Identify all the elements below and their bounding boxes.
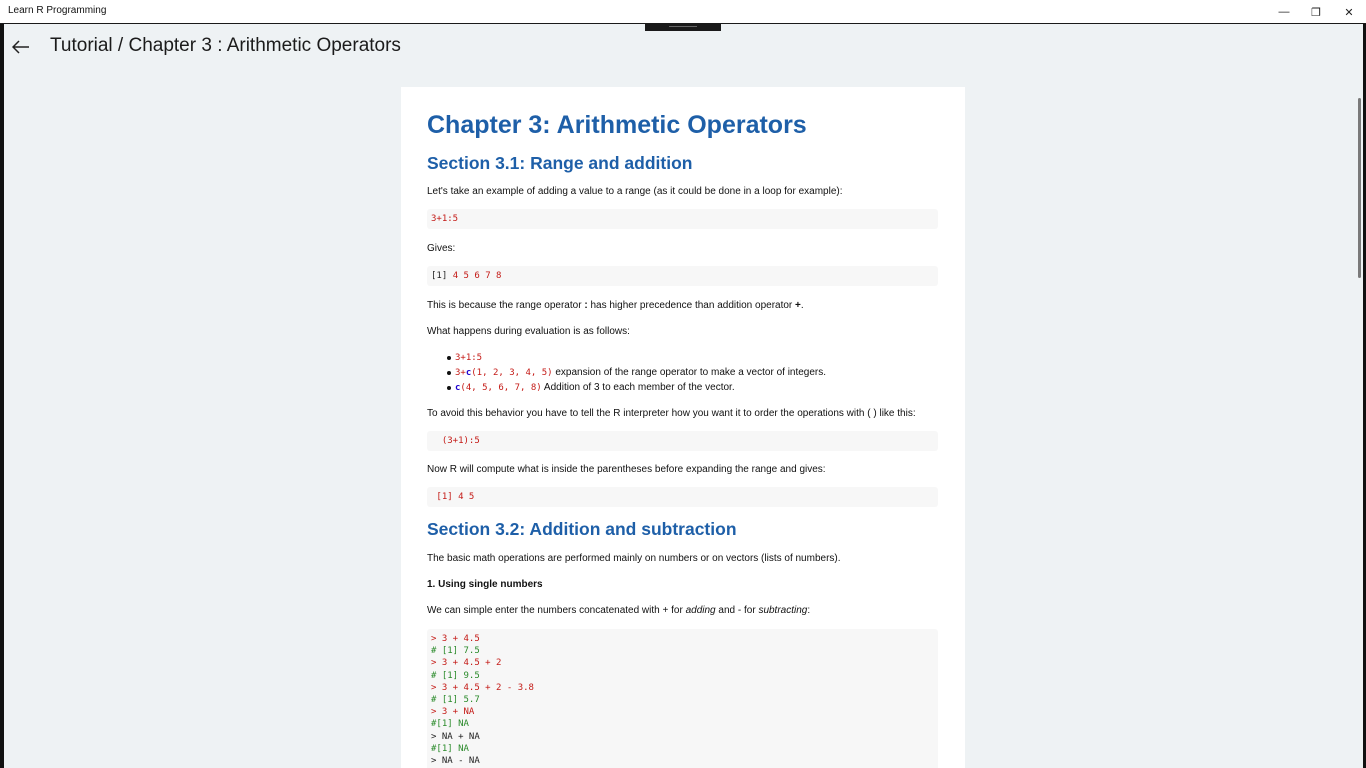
evaluation-text: What happens during evaluation is as follows:: [427, 326, 630, 337]
subheading: 1. Using single numbers: [427, 579, 543, 590]
gives-text: Gives:: [427, 243, 456, 254]
code-line: #[1] NA: [431, 743, 469, 754]
output-block: [427, 266, 938, 286]
app-title: Learn R Programming: [8, 5, 107, 16]
code-line: #[1] NA: [431, 719, 469, 730]
code-line: > NA + NA: [431, 731, 480, 742]
section-3-2-intro: The basic math operations are performed mainly on numbers or on vectors (lists of numbers).: [427, 553, 841, 564]
restore-icon: ❐: [1311, 6, 1321, 19]
back-button[interactable]: [10, 36, 32, 58]
evaluation-list: [447, 350, 826, 395]
code-line: 3+1:5: [431, 214, 459, 224]
scrollbar-thumb[interactable]: [1358, 98, 1361, 278]
page-title: Tutorial / Chapter 3 : Arithmetic Operators: [50, 35, 401, 56]
output-block: [427, 487, 938, 507]
maximize-button[interactable]: [1300, 0, 1332, 24]
minimize-icon: —: [1278, 6, 1290, 18]
code-line: > 3 + 4.5 + 2: [431, 658, 502, 669]
code-line: > 3 + 4.5: [431, 634, 480, 644]
title-bar: [0, 0, 1366, 24]
avoid-text: To avoid this behavior you have to tell the R interpreter how you want it to order the operations with ( ) like this:: [427, 408, 916, 419]
code-block: [427, 209, 938, 229]
code-line: # [1] 5.7: [431, 694, 480, 705]
code-line: # [1] 9.5: [431, 670, 480, 681]
precedence-text: This is because the range operator : has higher precedence than addition operator +.: [427, 300, 804, 311]
concat-text: We can simple enter the numbers concatenated with + for adding and - for subtracting:: [427, 605, 811, 616]
section-3-2-title: Section 3.2: Addition and subtraction: [427, 519, 737, 539]
window-border-left: [0, 24, 4, 768]
section-3-1-title: Section 3.1: Range and addition: [427, 153, 693, 173]
code-line: > NA - NA: [431, 755, 480, 766]
list-item: 3+c(1, 2, 3, 4, 5) expansion of the range operator to make a vector of integers.: [447, 365, 826, 380]
close-button[interactable]: [1333, 0, 1365, 24]
list-item: c(4, 5, 6, 7, 8) Addition of 3 to each member of the vector.: [447, 380, 826, 395]
code-block: [427, 629, 938, 768]
section-3-1-intro: Let's take an example of adding a value to a range (as it could be done in a loop for example):: [427, 186, 843, 197]
arrow-left-icon: [12, 40, 30, 54]
article-card: [401, 87, 965, 768]
page-header: [4, 26, 1360, 66]
code-block: [427, 431, 938, 451]
code-line: > 3 + NA: [431, 707, 475, 718]
code-line: # [1] 7.5: [431, 646, 480, 657]
code-line: [1] 4 5: [431, 492, 475, 502]
code-line: (3+1):5: [431, 436, 480, 446]
code-line: [1] 4 5 6 7 8: [431, 271, 502, 281]
close-icon: ✕: [1344, 6, 1354, 19]
minimize-button[interactable]: [1268, 0, 1300, 24]
list-item: 3+1:5: [447, 350, 826, 365]
compute-text: Now R will compute what is inside the parentheses before expanding the range and gives:: [427, 464, 826, 475]
chapter-title: Chapter 3: Arithmetic Operators: [427, 111, 807, 139]
code-line: > 3 + 4.5 + 2 - 3.8: [431, 682, 534, 693]
